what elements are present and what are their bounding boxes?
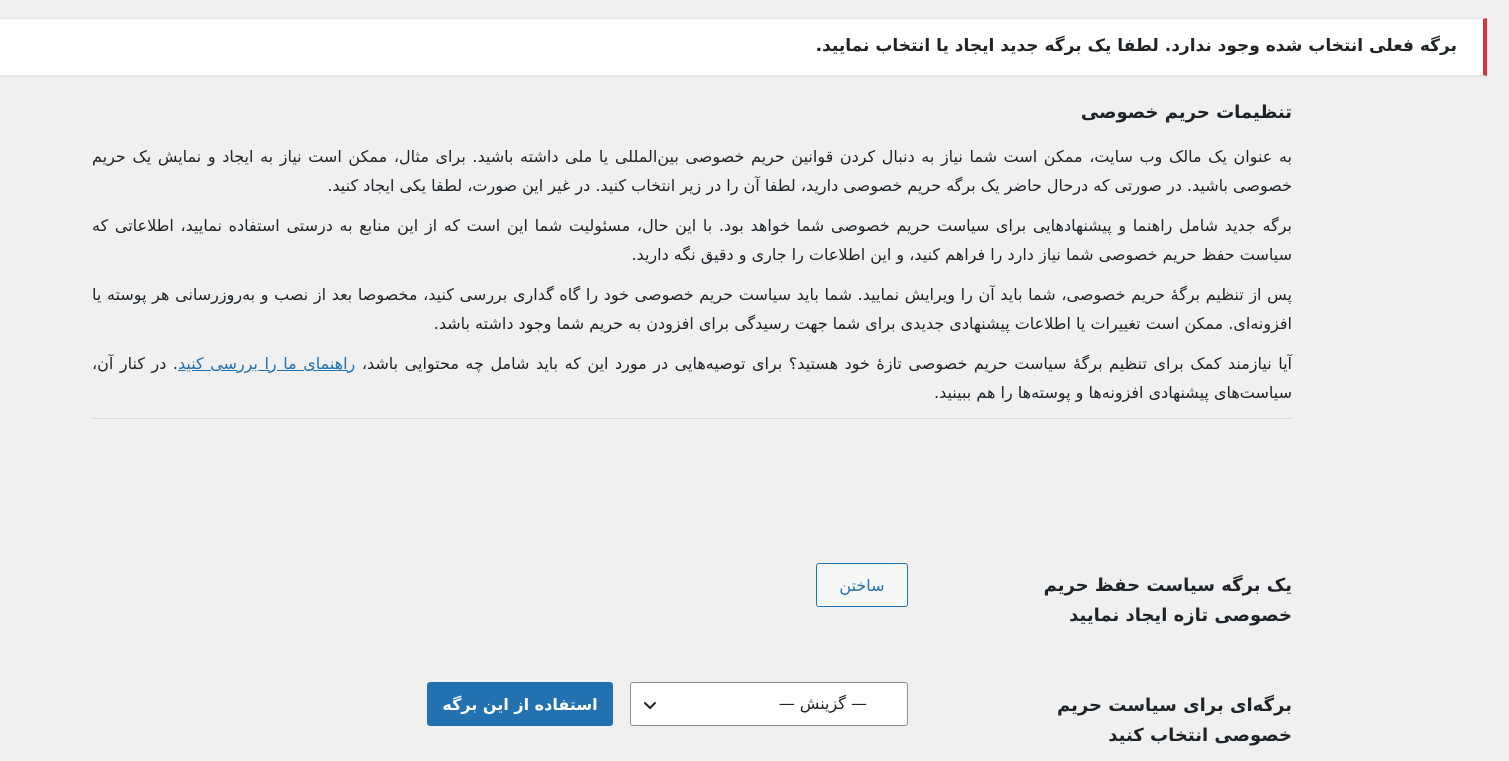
error-notice <box>0 18 1487 76</box>
chevron-down-icon <box>641 696 659 714</box>
guidance-paragraph: برگه جدید شامل راهنما و پیشنهادهایی برای سیاست حریم خصوصی شما خواهد بود. با این حال، مسئولیت شما این است که از این منابع به درستی استفاده نمایید، اطلاعاتی که سیاست حفظ حریم خصوصی شما نیاز دارد را فراهم کنید، و این اطلاعات را جاری و دقیق نگه دارید. <box>92 216 1292 264</box>
section-divider <box>92 418 1292 419</box>
intro-paragraph: به عنوان یک مالک وب سایت، ممکن است شما نیاز به دنبال کردن قوانین حریم خصوصی بین‌المللی یا ملی داشته باشید. برای مثال، ممکن است نیاز به ایجاد و نمایش یک حریم خصوصی باشید. در صورتی که درحال حاضر یک برگه حریم خصوصی دارید، لطفا آن را در زیر انتخاب کنید. در غیر این صورت، لطفا یکی ایجاد کنید. <box>92 147 1292 195</box>
select-value: — گزینش — <box>778 694 867 713</box>
page-right-strip <box>1487 0 1509 761</box>
privacy-settings-content <box>92 96 1292 419</box>
help-paragraph <box>92 349 1292 407</box>
use-this-page-button[interactable]: استفاده از این برگه <box>427 682 613 726</box>
create-page-button[interactable]: ساختن <box>816 563 908 607</box>
section-title: تنظیمات حریم خصوصی <box>1080 102 1292 123</box>
help-text-before: آیا نیازمند کمک برای تنظیم برگهٔ سیاست حریم خصوصی تازهٔ خود هستید؟ برای توصیه‌هایی در مورد این که باید شامل چه محتوایی باشد، <box>355 354 1293 373</box>
select-page-label: برگه‌ای برای سیاست حریم خصوصی انتخاب کنید <box>1056 695 1292 746</box>
privacy-page-select[interactable] <box>630 682 908 726</box>
error-notice-text: برگه فعلی انتخاب شده وجود ندارد. لطفا یک برگه جدید ایجاد یا انتخاب نمایید. <box>815 36 1457 56</box>
help-text-after: . در کنار آن، سیاست‌های پیشنهادی افزونه‌ها و پوسته‌ها را هم ببینید. <box>92 354 1292 402</box>
guide-link[interactable]: راهنمای ما را بررسی کنید <box>177 354 356 373</box>
editing-paragraph: پس از تنظیم برگهٔ حریم خصوصی، شما باید آن را ویرایش نمایید. شما باید سیاست حریم خصوصی خود را گاه گداری بررسی کنید، مخصوصا بعد از نصب و به‌روزرسانی هر پوسته یا افزونه‌ای. ممکن است تغییرات یا اطلاعات پیشنهادی جدیدی برای شما جهت رسیدگی برای افزودن به حریم شما وجود داشته باشد. <box>92 285 1292 333</box>
create-page-label: یک برگه سیاست حفظ حریم خصوصی تازه ایجاد نمایید <box>1043 575 1292 626</box>
